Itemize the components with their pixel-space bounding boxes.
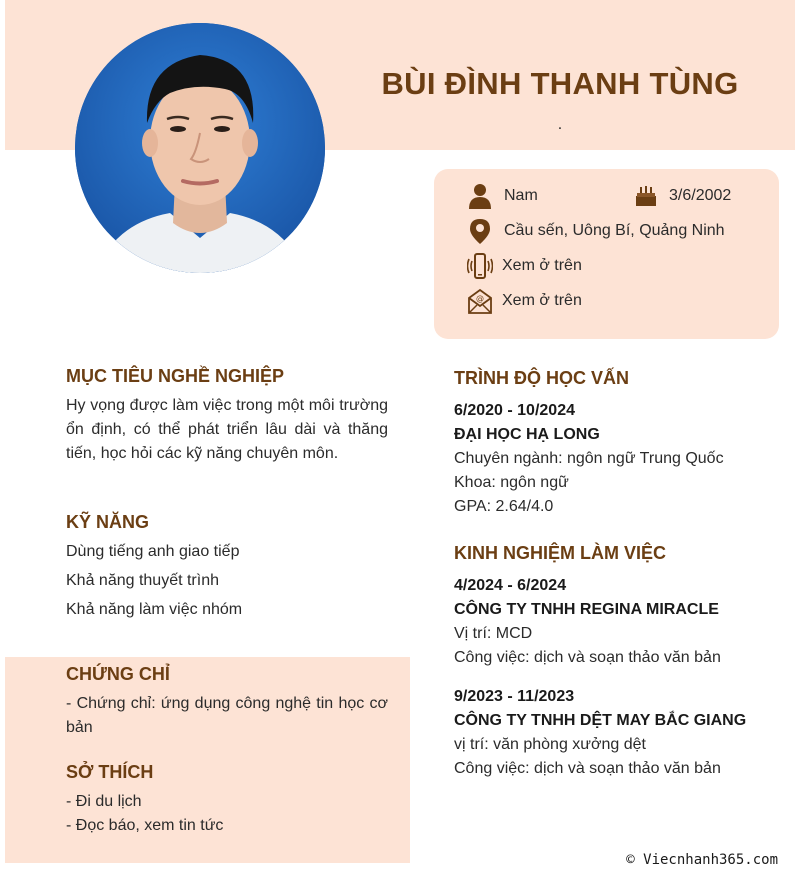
address-row bbox=[468, 218, 725, 244]
phone-row bbox=[468, 253, 582, 279]
email-row bbox=[468, 288, 582, 314]
location-pin-icon bbox=[468, 218, 492, 244]
hobby-item: - Đọc báo, xem tin tức bbox=[66, 817, 224, 834]
job-period: 4/2024 - 6/2024 bbox=[454, 577, 567, 594]
job-line: vị trí: văn phòng xưởng dệt bbox=[454, 736, 646, 753]
education-school: ĐẠI HỌC HẠ LONG bbox=[454, 426, 600, 443]
birthday-cake-icon bbox=[634, 183, 658, 209]
hobby-item: - Đi du lịch bbox=[66, 793, 142, 810]
candidate-subtitle: . bbox=[557, 116, 563, 133]
birthday-row bbox=[634, 183, 731, 209]
job-company: CÔNG TY TNHH DỆT MAY BẮC GIANG bbox=[454, 712, 747, 729]
job-line: Công việc: dịch và soạn thảo văn bản bbox=[454, 760, 721, 777]
email-value: Xem ở trên bbox=[502, 292, 582, 309]
education-line: Chuyên ngành: ngôn ngữ Trung Quốc bbox=[454, 450, 724, 467]
objective-title: MỤC TIÊU NGHỀ NGHIỆP bbox=[66, 366, 285, 386]
svg-text:@: @ bbox=[476, 294, 484, 303]
gender-value: Nam bbox=[504, 187, 538, 204]
skills-title: KỸ NĂNG bbox=[66, 512, 150, 532]
education-title: TRÌNH ĐỘ HỌC VẤN bbox=[454, 368, 629, 388]
gender-row bbox=[468, 183, 538, 209]
skill-item: Dùng tiếng anh giao tiếp bbox=[66, 543, 240, 560]
email-envelope-icon bbox=[468, 288, 492, 314]
job-line: Vị trí: MCD bbox=[454, 625, 533, 642]
job-line: Công việc: dịch và soạn thảo văn bản bbox=[454, 649, 721, 666]
skill-item: Khả năng làm việc nhóm bbox=[66, 601, 243, 618]
profile-photo bbox=[75, 23, 325, 273]
job-company: CÔNG TY TNHH REGINA MIRACLE bbox=[454, 601, 719, 618]
personal-info-card bbox=[434, 169, 779, 339]
candidate-name: BÙI ĐÌNH THANH TÙNG bbox=[381, 66, 739, 101]
hobbies-title: SỞ THÍCH bbox=[66, 762, 154, 782]
certificates-title: CHỨNG CHỈ bbox=[66, 664, 170, 684]
education-line: GPA: 2.64/4.0 bbox=[454, 498, 554, 515]
certificate-text: - Chứng chỉ: ứng dụng công nghệ tin học cơ bản bbox=[66, 695, 388, 736]
experience-title: KINH NGHIỆM LÀM VIỆC bbox=[454, 543, 667, 563]
address-value: Cầu sến, Uông Bí, Quảng Ninh bbox=[504, 222, 725, 239]
skill-item: Khả năng thuyết trình bbox=[66, 572, 219, 589]
user-icon bbox=[468, 183, 492, 209]
phone-value: Xem ở trên bbox=[502, 257, 582, 274]
birthday-value: 3/6/2002 bbox=[669, 187, 732, 204]
objective-text: Hy vọng được làm việc trong một môi trường ổn định, có thể phát triển lâu dài và thăng tiến, học hỏi các kỹ năng chuyên môn. bbox=[66, 397, 388, 462]
education-period: 6/2020 - 10/2024 bbox=[454, 402, 575, 419]
education-line: Khoa: ngôn ngữ bbox=[454, 474, 569, 491]
phone-vibrate-icon bbox=[468, 253, 492, 279]
footer-watermark: © Viecnhanh365.com bbox=[626, 852, 778, 868]
job-period: 9/2023 - 11/2023 bbox=[454, 688, 575, 705]
